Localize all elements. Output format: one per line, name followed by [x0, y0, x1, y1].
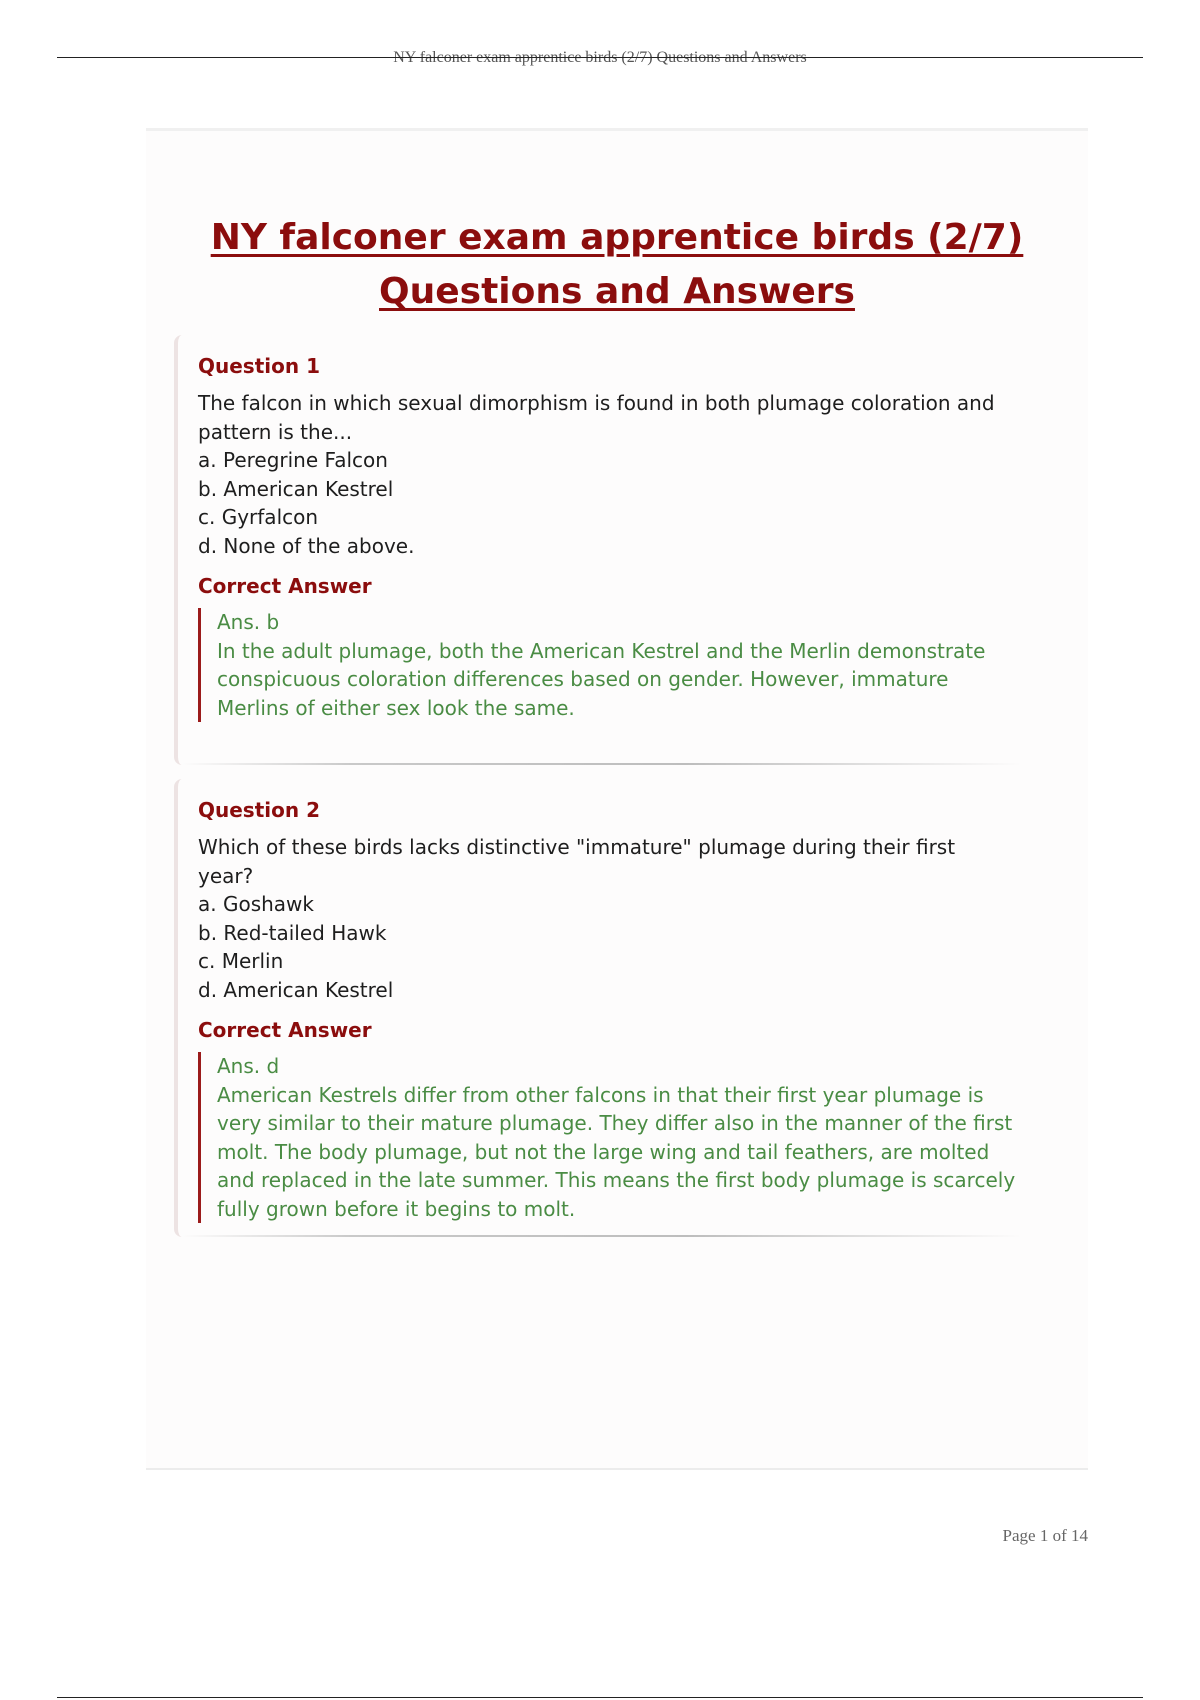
answer-letter: Ans. b — [217, 610, 280, 634]
option-b: b. American Kestrel — [198, 476, 394, 501]
question-text: Which of these birds lacks distinctive "immature" plumage during their first year? — [198, 835, 956, 888]
running-header: NY falconer exam apprentice birds (2/7) Questions and Answers — [393, 49, 807, 66]
option-d: d. American Kestrel — [198, 977, 394, 1002]
block-divider — [182, 1235, 1022, 1237]
page-title-line-1: NY falconer exam apprentice birds (2/7) — [210, 217, 1024, 258]
block-divider — [182, 763, 1022, 765]
answer-box — [198, 1052, 1018, 1223]
option-d: d. None of the above. — [198, 533, 415, 558]
question-block-1 — [174, 335, 1034, 765]
page-number: Page 1 of 14 — [1002, 1526, 1088, 1545]
question-heading: Question 1 — [198, 354, 320, 378]
page-title — [146, 211, 1088, 319]
question-text: The falcon in which sexual dimorphism is found in both plumage coloration and pattern is the... — [198, 391, 995, 444]
option-c: c. Gyrfalcon — [198, 505, 319, 529]
answer-letter: Ans. d — [217, 1054, 280, 1078]
question-heading: Question 2 — [198, 798, 320, 822]
answer-explanation: In the adult plumage, both the American Kestrel and the Merlin demonstrate conspicuous coloration differences based on gender. However, immature Merlins of either sex look the same. — [217, 638, 986, 720]
page-title-line-2: Questions and Answers — [379, 271, 855, 312]
option-a: a. Goshawk — [198, 892, 314, 916]
footer-rule — [57, 1697, 1143, 1698]
header-rule — [57, 57, 1143, 58]
answer-explanation: American Kestrels differ from other falcons in that their first year plumage is very similar to their mature plumage. They differ also in the manner of the first molt. The body plumage, but not the large wing and tail feathers, are molted and replaced in the late summer. This means the first body plumage is scarcely fully grown before it begins to molt. — [217, 1082, 1016, 1221]
answer-box — [198, 608, 1018, 722]
question-block-2 — [174, 779, 1034, 1237]
page-card — [146, 128, 1088, 1470]
correct-answer-heading: Correct Answer — [198, 1018, 372, 1042]
option-c: c. Merlin — [198, 949, 284, 973]
correct-answer-heading: Correct Answer — [198, 574, 372, 598]
option-b: b. Red-tailed Hawk — [198, 920, 387, 945]
option-a: a. Peregrine Falcon — [198, 448, 388, 472]
